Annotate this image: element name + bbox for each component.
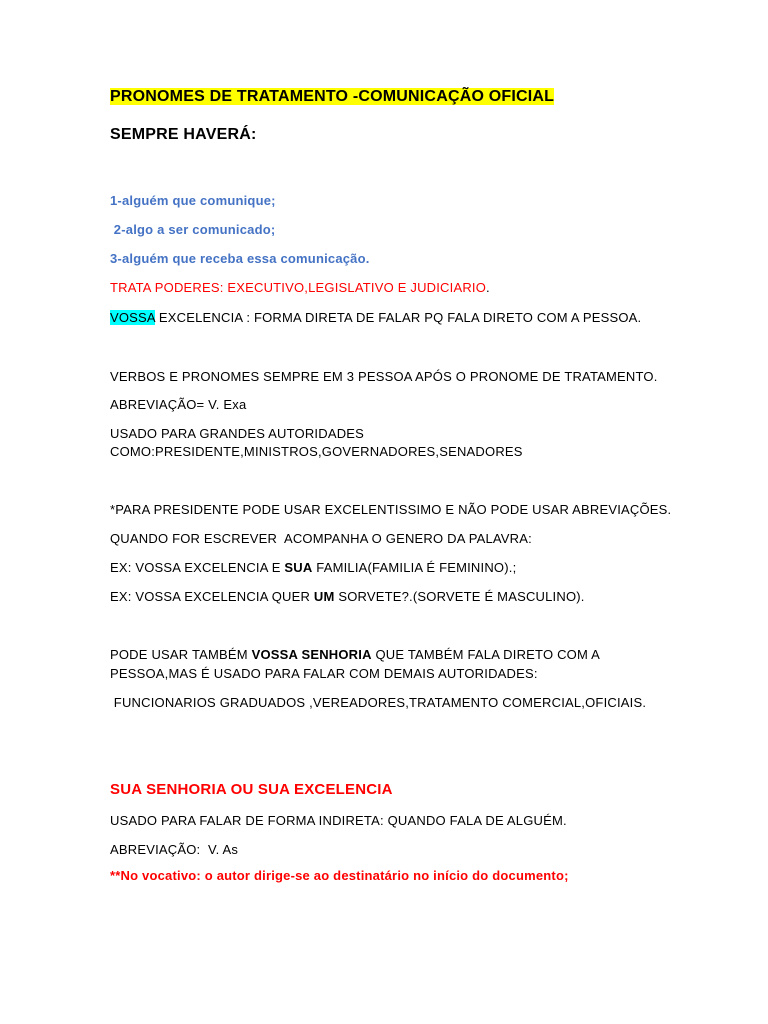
vossa-excelencia-line: VOSSA EXCELENCIA : FORMA DIRETA DE FALAR PQ FALA DIRETO COM A PESSOA. [110, 310, 642, 325]
trata-poderes-line: TRATA PODERES: EXECUTIVO,LEGISLATIVO E JUDICIARIO. [110, 280, 490, 295]
section-heading: SUA SENHORIA OU SUA EXCELENCIA [110, 781, 393, 798]
usado-indireta-line: USADO PARA FALAR DE FORMA INDIRETA: QUANDO FALA DE ALGUÉM. [110, 813, 567, 828]
list-item: 2-algo a ser comunicado; [110, 222, 276, 237]
list-item: 1-alguém que comunique; [110, 193, 276, 208]
usado-line-2: COMO:PRESIDENTE,MINISTROS,GOVERNADORES,SENADORES [110, 444, 523, 459]
verbos-line: VERBOS E PRONOMES SEMPRE EM 3 PESSOA APÓS O PRONOME DE TRATAMENTO. [110, 369, 658, 384]
list-item: 3-alguém que receba essa comunicação. [110, 251, 370, 266]
presidente-line: *PARA PRESIDENTE PODE USAR EXCELENTISSIMO E NÃO PODE USAR ABREVIAÇÕES. [110, 502, 672, 517]
funcionarios-line: FUNCIONARIOS GRADUADOS ,VEREADORES,TRATAMENTO COMERCIAL,OFICIAIS. [110, 695, 647, 710]
example-line: EX: VOSSA EXCELENCIA E SUA FAMILIA(FAMILIA É FEMININO).; [110, 560, 517, 575]
abreviacao-line-2: ABREVIAÇÃO: V. As [110, 842, 239, 857]
pode-usar-line-2: PESSOA,MAS É USADO PARA FALAR COM DEMAIS AUTORIDADES: [110, 666, 538, 681]
pode-usar-line: PODE USAR TAMBÉM VOSSA SENHORIA QUE TAMBÉM FALA DIRETO COM A [110, 647, 600, 662]
usado-line: USADO PARA GRANDES AUTORIDADES [110, 426, 365, 441]
vocativo-line: **No vocativo: o autor dirige-se ao destinatário no início do documento; [110, 868, 569, 883]
abreviacao-line: ABREVIAÇÃO= V. Exa [110, 397, 247, 412]
page-title: PRONOMES DE TRATAMENTO -COMUNICAÇÃO OFICIAL [110, 88, 555, 105]
example-line: EX: VOSSA EXCELENCIA QUER UM SORVETE?.(SORVETE É MASCULINO). [110, 589, 585, 604]
quando-line: QUANDO FOR ESCREVER ACOMPANHA O GENERO DA PALAVRA: [110, 531, 532, 546]
subtitle: SEMPRE HAVERÁ: [110, 126, 257, 143]
